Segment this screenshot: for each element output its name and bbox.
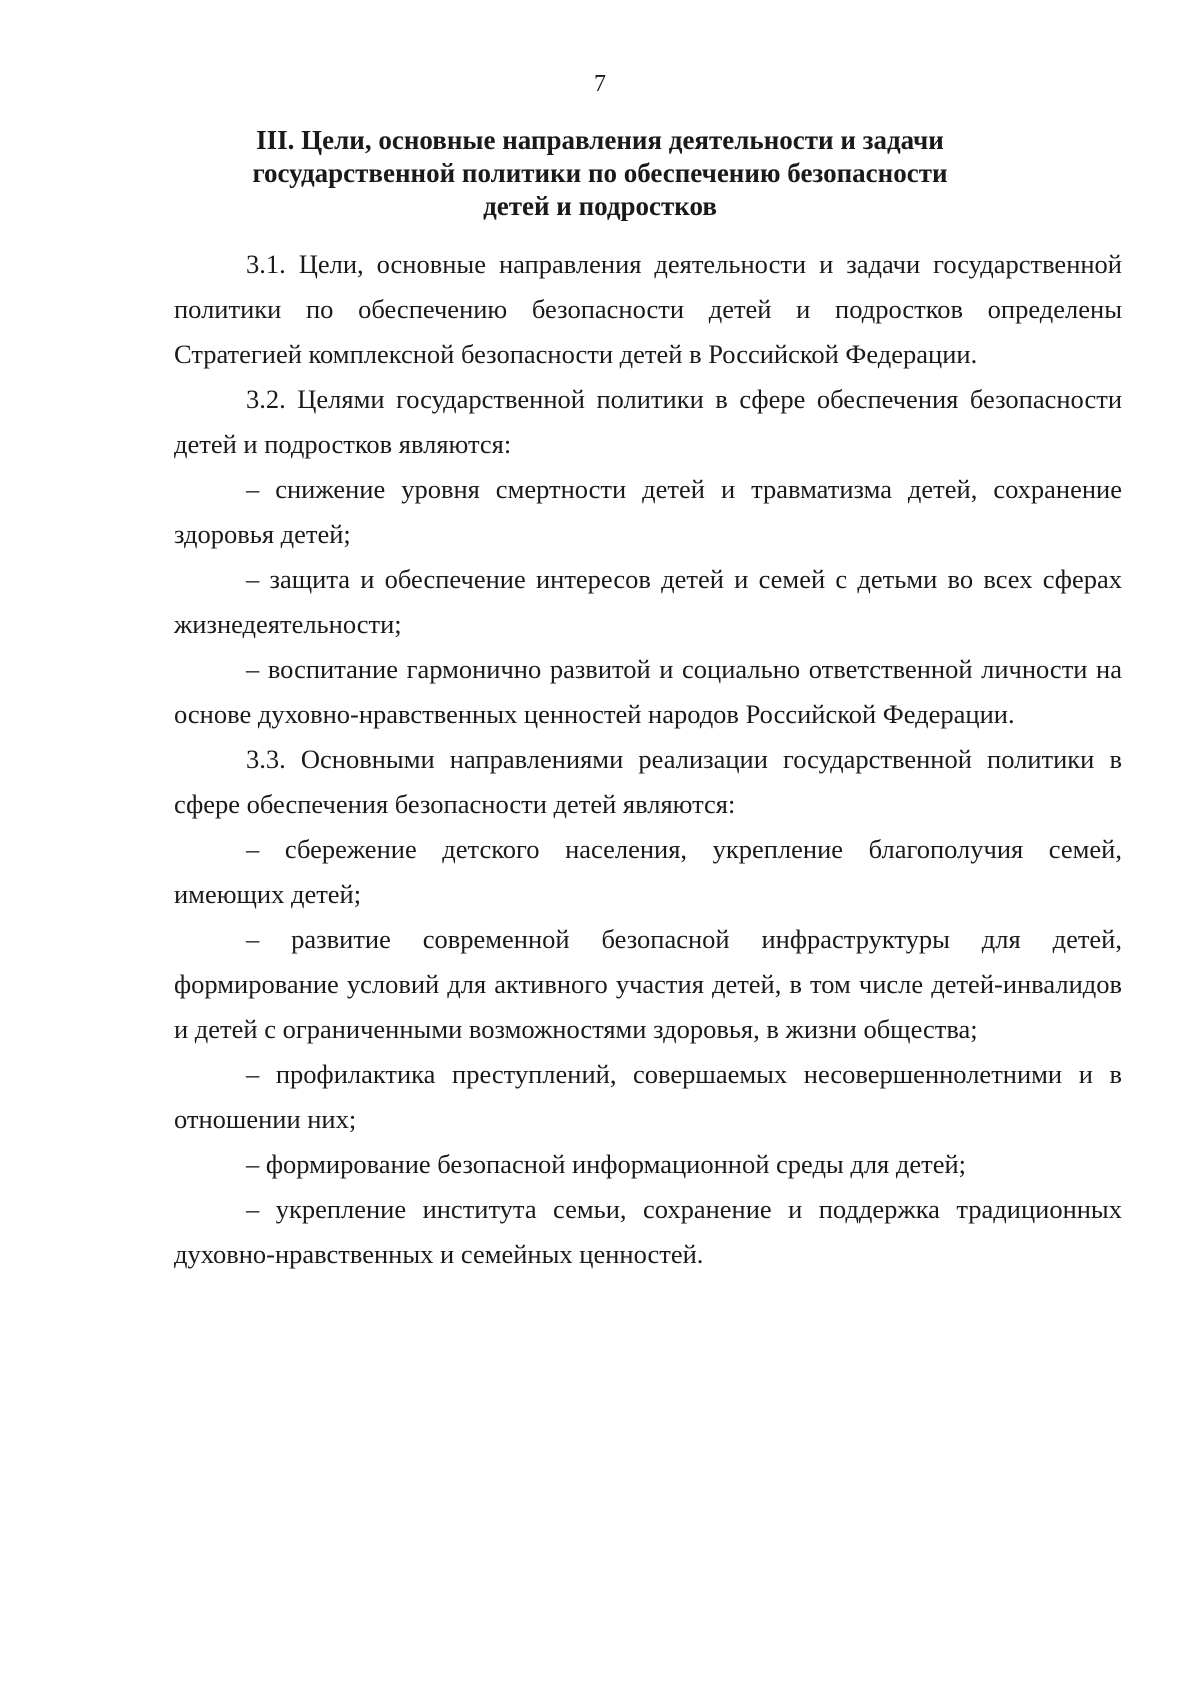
list-item-family-values: – укрепление института семьи, сохранение и поддержка традиционных духовно-нравственных и семейных ценностей.: [174, 1194, 1122, 1269]
document-body: [174, 242, 1122, 1277]
list-item-information-environment: – формирование безопасной информационной среды для детей;: [246, 1149, 967, 1179]
paragraph-3-1: 3.1. Цели, основные направления деятельности и задачи государственной политики по обеспечению безопасности детей и подростков определены Стратегией комплексной безопасности детей в Российской Федерации.: [174, 249, 1122, 369]
list-item-infrastructure: – развитие современной безопасной инфраструктуры для детей, формирование условий для активного участия детей, в том числе детей-инвалидов и детей с ограниченными возможностями здоровья, в жизни общества;: [174, 924, 1122, 1044]
paragraph-3-3: 3.3. Основными направлениями реализации государственной политики в сфере обеспечения безопасности детей являются:: [174, 744, 1122, 819]
list-item-upbringing: – воспитание гармонично развитой и социально ответственной личности на основе духовно-нравственных ценностей народов Российской Федерации.: [174, 654, 1122, 729]
page-number: 7: [594, 71, 606, 97]
section-heading-line-3: детей и подростков: [483, 191, 717, 221]
list-item-reduce-mortality: – снижение уровня смертности детей и травматизма детей, сохранение здоровья детей;: [174, 474, 1122, 549]
section-heading-line-2: государственной политики по обеспечению безопасности: [252, 158, 948, 188]
section-heading-line-1: III. Цели, основные направления деятельности и задачи: [256, 125, 944, 155]
paragraph-3-2: 3.2. Целями государственной политики в сфере обеспечения безопасности детей и подростков являются:: [174, 384, 1122, 459]
section-heading: [180, 124, 1020, 223]
list-item-preserve-population: – сбережение детского населения, укрепление благополучия семей, имеющих детей;: [174, 834, 1122, 909]
list-item-crime-prevention: – профилактика преступлений, совершаемых несовершеннолетними и в отношении них;: [174, 1059, 1122, 1134]
list-item-protect-interests: – защита и обеспечение интересов детей и семей с детьми во всех сферах жизнедеятельности;: [174, 564, 1122, 639]
